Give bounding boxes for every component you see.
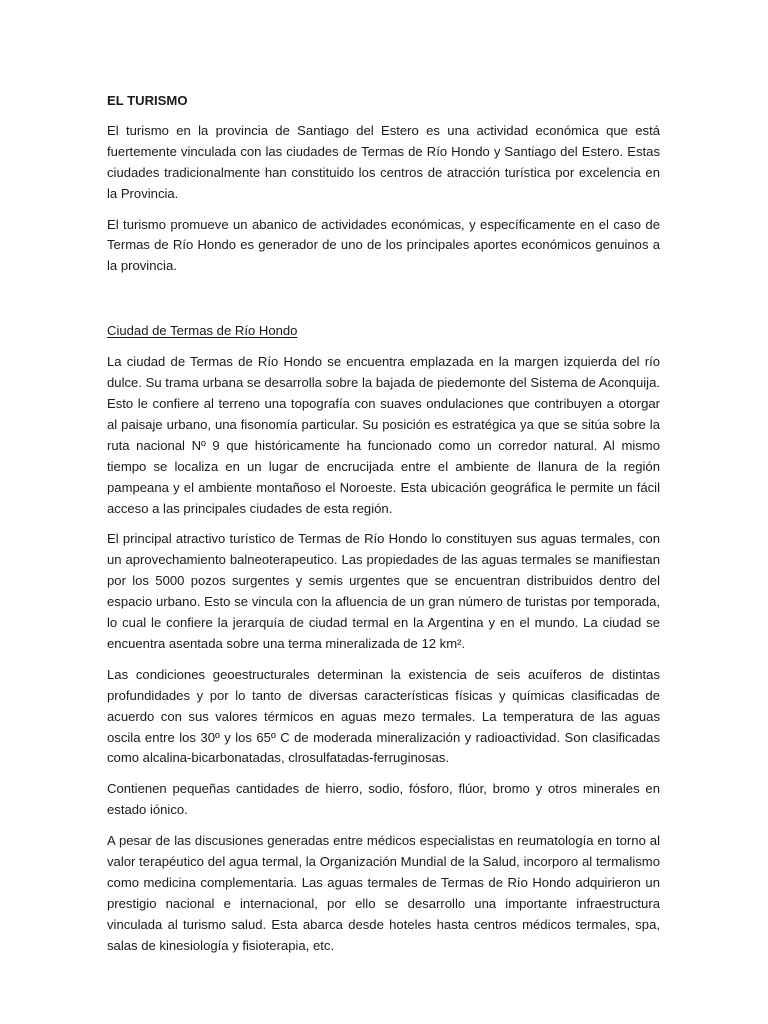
- section-title: Ciudad de Termas de Río Hondo: [107, 323, 298, 339]
- section-paragraph-4: Contienen pequeñas cantidades de hierro, sodio, fósforo, flúor, bromo y otros minerales en estado iónico.: [107, 781, 660, 818]
- section-paragraph-2: El principal atractivo turístico de Termas de Río Hondo lo constituyen sus aguas termales, con un aprovechamiento balneoterapeutico. Las propiedades de las aguas termales se manifiestan por los 5000 pozos surgentes y semis urgentes que se encuentran distribuidos dentro del espacio urbano. Esto se vincula con la afluencia de un gran número de turistas por temporada, lo cual le confiere la jerarquía de ciudad termal en la Argentina y en el mundo. La ciudad se encuentra asentada sobre una terma mineralizada de 12 km².: [107, 531, 660, 651]
- section-paragraph-3: Las condiciones geoestructurales determinan la existencia de seis acuíferos de distintas profundidades y por lo tanto de diversas características físicas y químicas clasificadas de acuerdo con sus valores térmicos en aguas mezo termales. La temperatura de las aguas oscila entre los 30º y los 65º C de moderada mineralización y radioactividad. Son clasificadas como alcalina-bicarbonatadas, clrosulfatadas-ferruginosas.: [107, 666, 660, 766]
- document-title: EL TURISMO: [107, 93, 188, 108]
- intro-paragraph-1: El turismo en la provincia de Santiago del Estero es una actividad económica que está fuertemente vinculada con las ciudades de Termas de Río Hondo y Santiago del Estero. Estas ciudades tradicionalmente han constituido los centros de atracción turística por excelencia en la Provincia.: [107, 122, 660, 201]
- section-paragraph-5: A pesar de las discusiones generadas entre médicos especialistas en reumatología en torno al valor terapéutico del agua termal, la Organización Mundial de la Salud, incorporo al termalismo como medicina complementaria. Las aguas termales de Termas de Río Hondo adquirieron un prestigio nacional e internacional, por ello se desarrollo una importante infraestructura vinculada al turismo salud. Esta abarca desde hoteles hasta centros médicos termales, spa, salas de kinesiología y fisioterapia, etc.: [107, 833, 660, 953]
- intro-paragraph-2: El turismo promueve un abanico de actividades económicas, y específicamente en el caso de Termas de Río Hondo es generador de uno de los principales aportes económicos genuinos a la provincia.: [107, 216, 660, 274]
- section-paragraph-1: La ciudad de Termas de Río Hondo se encuentra emplazada en la margen izquierda del río dulce. Su trama urbana se desarrolla sobre la bajada de piedemonte del Sistema de Aconquija. Esto le confiere al terreno una topografía con suaves ondulaciones que contribuyen a otorgar al paisaje urbano, una fisonomía particular. Su posición es estratégica ya que se sitúa sobre la ruta nacional Nº 9 que históricamente ha funcionado como un corredor natural. Al mismo tiempo se localiza en un lugar de encrucijada entre el ambiente de llanura de la región pampeana y el ambiente montañoso el Noroeste. Esta ubicación geográfica le permite un fácil acceso a las principales ciudades de esta región.: [107, 354, 660, 516]
